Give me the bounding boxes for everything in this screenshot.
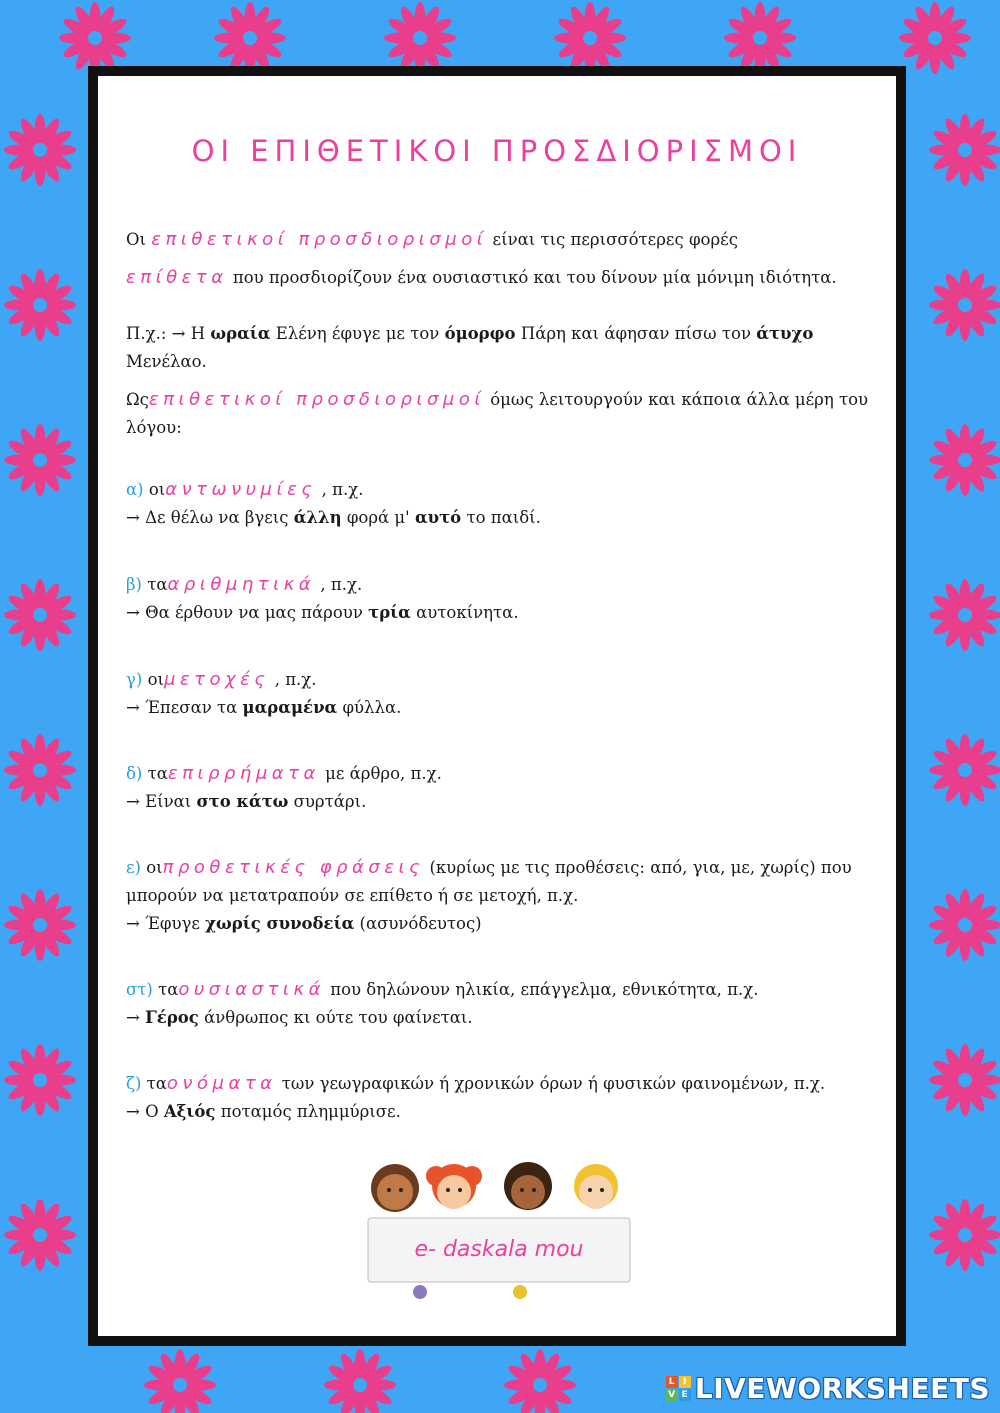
flower-icon xyxy=(899,2,971,74)
section-example-pre: → Θα έρθουν να μας πάρουν xyxy=(126,603,363,622)
section-term: ουσιαστικά xyxy=(178,979,325,1000)
section-letter: στ) xyxy=(126,980,153,999)
section-term: προθετικές φράσεις xyxy=(162,857,425,878)
section-example-pre: → Ο xyxy=(126,1102,159,1121)
section-example-pre: → Έφυγε xyxy=(126,914,200,933)
section-example-pre: → Είναι xyxy=(126,792,192,811)
logo-text: e- daskala mou xyxy=(414,1237,584,1262)
section-term: ονόματα xyxy=(166,1073,277,1094)
badge-letter-v: V xyxy=(666,1389,678,1401)
kids-logo xyxy=(360,1156,640,1306)
flower-icon xyxy=(929,114,1000,186)
flower-icon xyxy=(324,1349,396,1413)
flower-icon xyxy=(4,114,76,186)
section-example-bold-1: στο κάτω xyxy=(196,792,289,811)
flower-icon xyxy=(4,269,76,341)
flower-icon xyxy=(4,579,76,651)
also-pre: Ως xyxy=(126,390,149,409)
section-example-mid: φορά μ' xyxy=(346,508,410,527)
section-example-post: (ασυνόδευτος) xyxy=(359,914,482,933)
flower-icon xyxy=(4,1044,76,1116)
section-term: μετοχές xyxy=(163,669,270,690)
worksheet-page xyxy=(98,76,896,1336)
intro-post2: που προσδιορίζουν ένα ουσιαστικό και του δίνουν μία μόνιμη ιδιότητα. xyxy=(232,268,837,287)
also-term: επιθετικοί προσδιορισμοί xyxy=(148,389,485,410)
section-after: που δηλώνουν ηλικία, επάγγελμα, εθνικότητα, π.χ. xyxy=(330,980,759,999)
badge-letter-e: E xyxy=(679,1389,691,1401)
intro-paragraph xyxy=(126,226,874,292)
section-after: , π.χ. xyxy=(320,575,363,594)
section-letter: ζ) xyxy=(126,1074,142,1093)
section-example-bold-1: μαραμένα xyxy=(242,698,338,717)
section-letter: γ) xyxy=(126,670,143,689)
flower-icon xyxy=(929,424,1000,496)
flower-icon xyxy=(724,2,796,74)
section-article: οι xyxy=(148,480,166,499)
section-after: των γεωγραφικών ή χρονικών όρων ή φυσικών φαινομένων, π.χ. xyxy=(281,1074,826,1093)
flower-icon xyxy=(504,1349,576,1413)
section-letter: ε) xyxy=(126,858,141,877)
section-term: αριθμητικά xyxy=(167,574,316,595)
example-word-3: άτυχο xyxy=(756,324,814,343)
flower-icon xyxy=(4,424,76,496)
section-4 xyxy=(126,854,874,938)
flower-icon xyxy=(144,1349,216,1413)
liveworksheets-watermark xyxy=(666,1372,990,1405)
section-example-post: το παιδί. xyxy=(466,508,541,527)
section-letter: α) xyxy=(126,480,144,499)
section-example-bold-2: αυτό xyxy=(414,508,462,527)
section-term: επιρρήματα xyxy=(167,763,320,784)
section-article: τα xyxy=(147,575,168,594)
section-example-post: αυτοκίνητα. xyxy=(416,603,519,622)
example-text-2: Πάρη και άφησαν πίσω τον xyxy=(520,324,751,343)
section-example-post: φύλλα. xyxy=(342,698,402,717)
badge-letter-l: L xyxy=(666,1376,678,1388)
flower-icon xyxy=(929,1199,1000,1271)
example-word-1: ωραία xyxy=(210,324,271,343)
section-after: , π.χ. xyxy=(274,670,317,689)
flower-icon xyxy=(4,734,76,806)
section-after: , π.χ. xyxy=(321,480,364,499)
section-article: τα xyxy=(146,1074,167,1093)
example-paragraph xyxy=(126,320,874,376)
flower-icon xyxy=(929,889,1000,961)
section-article: τα xyxy=(147,764,168,783)
section-after: (κυρίως με τις προθέσεις: από, για, με, χωρίς) που μπορούν να μετατραπούν σε επίθετο ή σε μετοχή, π.χ. xyxy=(126,858,852,905)
section-2 xyxy=(126,666,874,722)
badge-letter-i: I xyxy=(679,1376,691,1388)
section-example-pre: → xyxy=(126,1008,140,1027)
flower-icon xyxy=(59,2,131,74)
section-1 xyxy=(126,571,874,627)
flower-icon xyxy=(4,889,76,961)
flower-icon xyxy=(929,1044,1000,1116)
section-example-pre: → Δε θέλω να βγεις xyxy=(126,508,289,527)
intro-post: είναι τις περισσότερες φορές xyxy=(492,230,738,249)
flower-icon xyxy=(929,579,1000,651)
section-letter: δ) xyxy=(126,764,143,783)
example-word-2: όμορφο xyxy=(444,324,516,343)
flower-icon xyxy=(4,1199,76,1271)
section-example-bold-1: τρία xyxy=(368,603,411,622)
flower-icon xyxy=(384,2,456,74)
section-example-bold-1: άλλη xyxy=(293,508,342,527)
section-letter: β) xyxy=(126,575,142,594)
section-6 xyxy=(126,1070,874,1126)
page-title: ΟΙ ΕΠΙΘΕΤΙΚΟΙ ΠΡΟΣΔΙΟΡΙΣΜΟΙ xyxy=(191,134,803,168)
section-example-pre: → Έπεσαν τα xyxy=(126,698,238,717)
section-example-bold-1: Γέρος xyxy=(145,1008,199,1027)
intro-term2: επίθετα xyxy=(126,267,228,288)
example-prefix: Π.χ.: → Η xyxy=(126,324,206,343)
section-article: οι xyxy=(147,670,164,689)
also-post: όμως λειτουργούν και κάποια άλλα μέρη του λόγου: xyxy=(126,390,869,437)
section-article: οι xyxy=(146,858,163,877)
watermark-text: LIVEWORKSHEETS xyxy=(694,1372,990,1405)
section-example-post: συρτάρι. xyxy=(293,792,367,811)
live-badge-icon xyxy=(666,1376,691,1401)
flower-icon xyxy=(929,269,1000,341)
intro-pre: Οι xyxy=(126,230,146,249)
example-text-1: Ελένη έφυγε με τον xyxy=(275,324,440,343)
section-example-bold-1: Αξιός xyxy=(163,1102,216,1121)
intro-term: επιθετικοί προσδιορισμοί xyxy=(151,229,488,250)
flower-icon xyxy=(554,2,626,74)
section-article: τα xyxy=(158,980,179,999)
also-paragraph xyxy=(126,386,874,442)
section-term: αντωνυμίες xyxy=(165,479,317,500)
section-5 xyxy=(126,976,874,1032)
flower-icon xyxy=(214,2,286,74)
section-example-bold-1: χωρίς συνοδεία xyxy=(205,914,355,933)
flower-icon xyxy=(929,734,1000,806)
section-0 xyxy=(126,476,874,532)
section-3 xyxy=(126,760,874,816)
section-example-post: ποταμός πλημμύρισε. xyxy=(220,1102,401,1121)
section-after: με άρθρο, π.χ. xyxy=(325,764,442,783)
example-text-3: Μενέλαο. xyxy=(126,352,207,371)
section-example-post: άνθρωπος κι ούτε του φαίνεται. xyxy=(204,1008,473,1027)
